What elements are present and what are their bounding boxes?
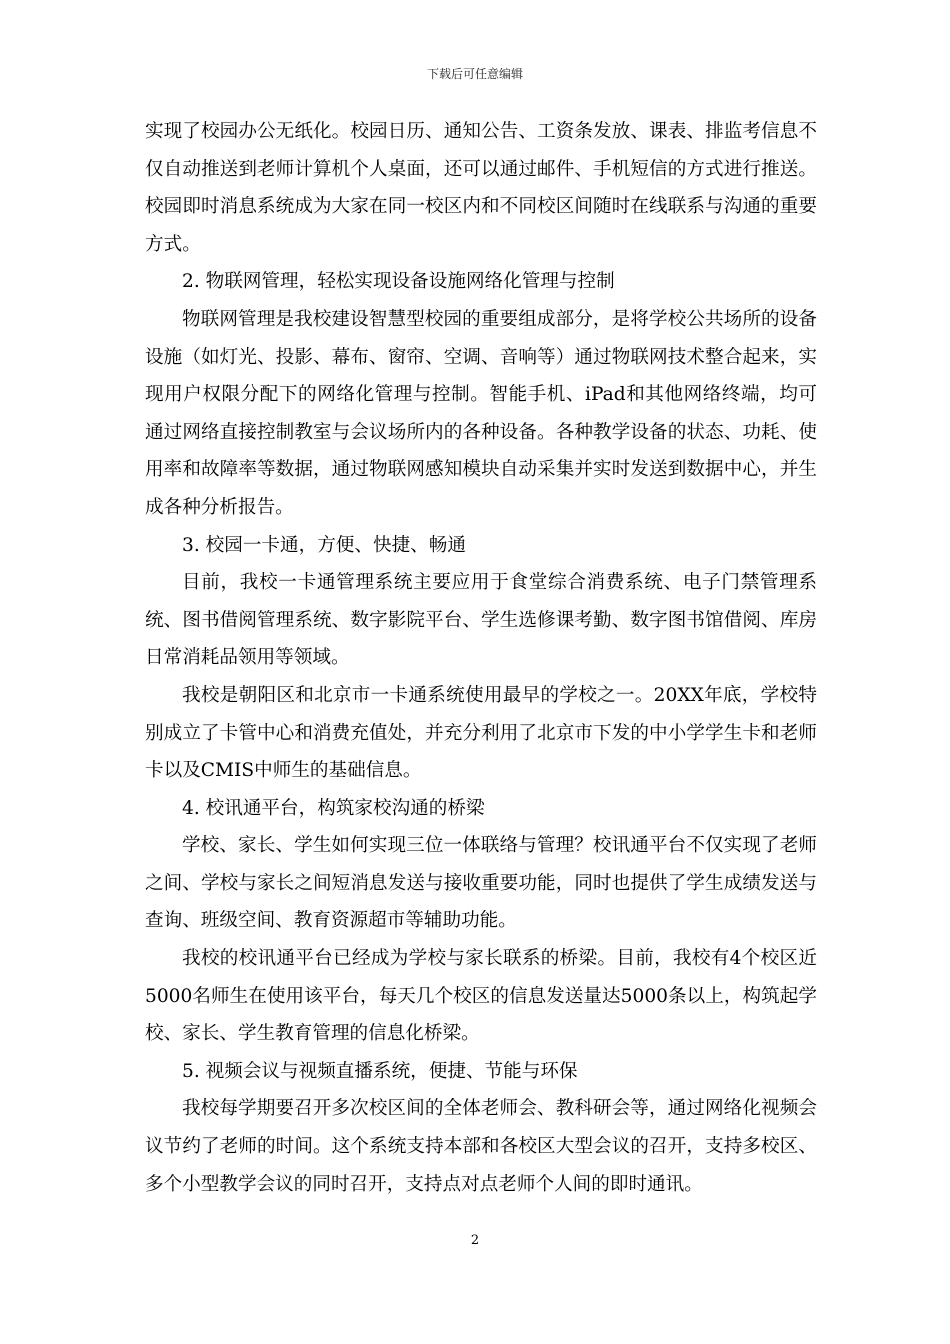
paragraph-3: 目前，我校一卡通管理系统主要应用于食堂综合消费系统、电子门禁管理系统、图书借阅管理系统、数字影院平台、学生选修课考勤、数字图书馆借阅、库房日常消耗品领用等领域。	[145, 572, 817, 669]
section-heading-5: 5. 视频会议与视频直播系统，便捷、节能与环保	[182, 1060, 578, 1082]
paragraph-1: 实现了校园办公无纸化。校园日历、通知公告、工资条发放、课表、排监考信息不仅自动推送到老师计算机个人桌面，还可以通过邮件、手机短信的方式进行推送。校园即时消息系统成为大家在同一校区内和不同校区间随时在线联系与沟通的重要方式。	[145, 121, 817, 255]
paragraph-2: 物联网管理是我校建设智慧型校园的重要组成部分，是将学校公共场所的设备设施（如灯光、投影、幕布、窗帘、空调、音响等）通过物联网技术整合起来，实现用户权限分配下的网络化管理与控制。智能手机、iPad和其他网络终端，均可通过网络直接控制教室与会议场所内的各种设备。各种教学设备的状态、功耗、使用率和故障率等数据，通过物联网感知模块自动采集并实时发送到数据中心，并生成各种分析报告。	[145, 308, 817, 518]
paragraph-5: 学校、家长、学生如何实现三位一体联络与管理？校讯通平台不仅实现了老师之间、学校与家长之间短消息发送与接收重要功能，同时也提供了学生成绩发送与查询、班级空间、教育资源超市等辅助功能。	[145, 835, 817, 932]
paragraph-4: 我校是朝阳区和北京市一卡通系统使用最早的学校之一。20XX年底，学校特别成立了卡管中心和消费充值处，并充分利用了北京市下发的中小学学生卡和老师卡以及CMIS中师生的基础信息。	[145, 684, 817, 782]
paragraph-7: 我校每学期要召开多次校区间的全体老师会、教科研会等，通过网络化视频会议节约了老师的时间。这个系统支持本部和各校区大型会议的召开，支持多校区、多个小型教学会议的同时召开，支持点对点老师个人间的即时通讯。	[145, 1098, 817, 1195]
page-number-text: 2	[470, 1233, 480, 1248]
document-body	[145, 113, 817, 1203]
section-heading-2: 2. 物联网管理，轻松实现设备设施网络化管理与控制	[182, 271, 615, 293]
header-text: 下载后可任意编辑	[426, 67, 523, 81]
section-heading-4: 4. 校讯通平台，构筑家校沟通的桥梁	[182, 797, 485, 819]
section-heading-3: 3. 校园一卡通，方便、快捷、畅通	[182, 534, 466, 556]
paragraph-6: 我校的校讯通平台已经成为学校与家长联系的桥梁。目前，我校有4个校区近5000名师生在使用该平台，每天几个校区的信息发送量达5000条以上，构筑起学校、家长、学生教育管理的信息化桥梁。	[145, 948, 817, 1045]
page-number	[0, 1233, 950, 1249]
page-header	[0, 66, 950, 82]
